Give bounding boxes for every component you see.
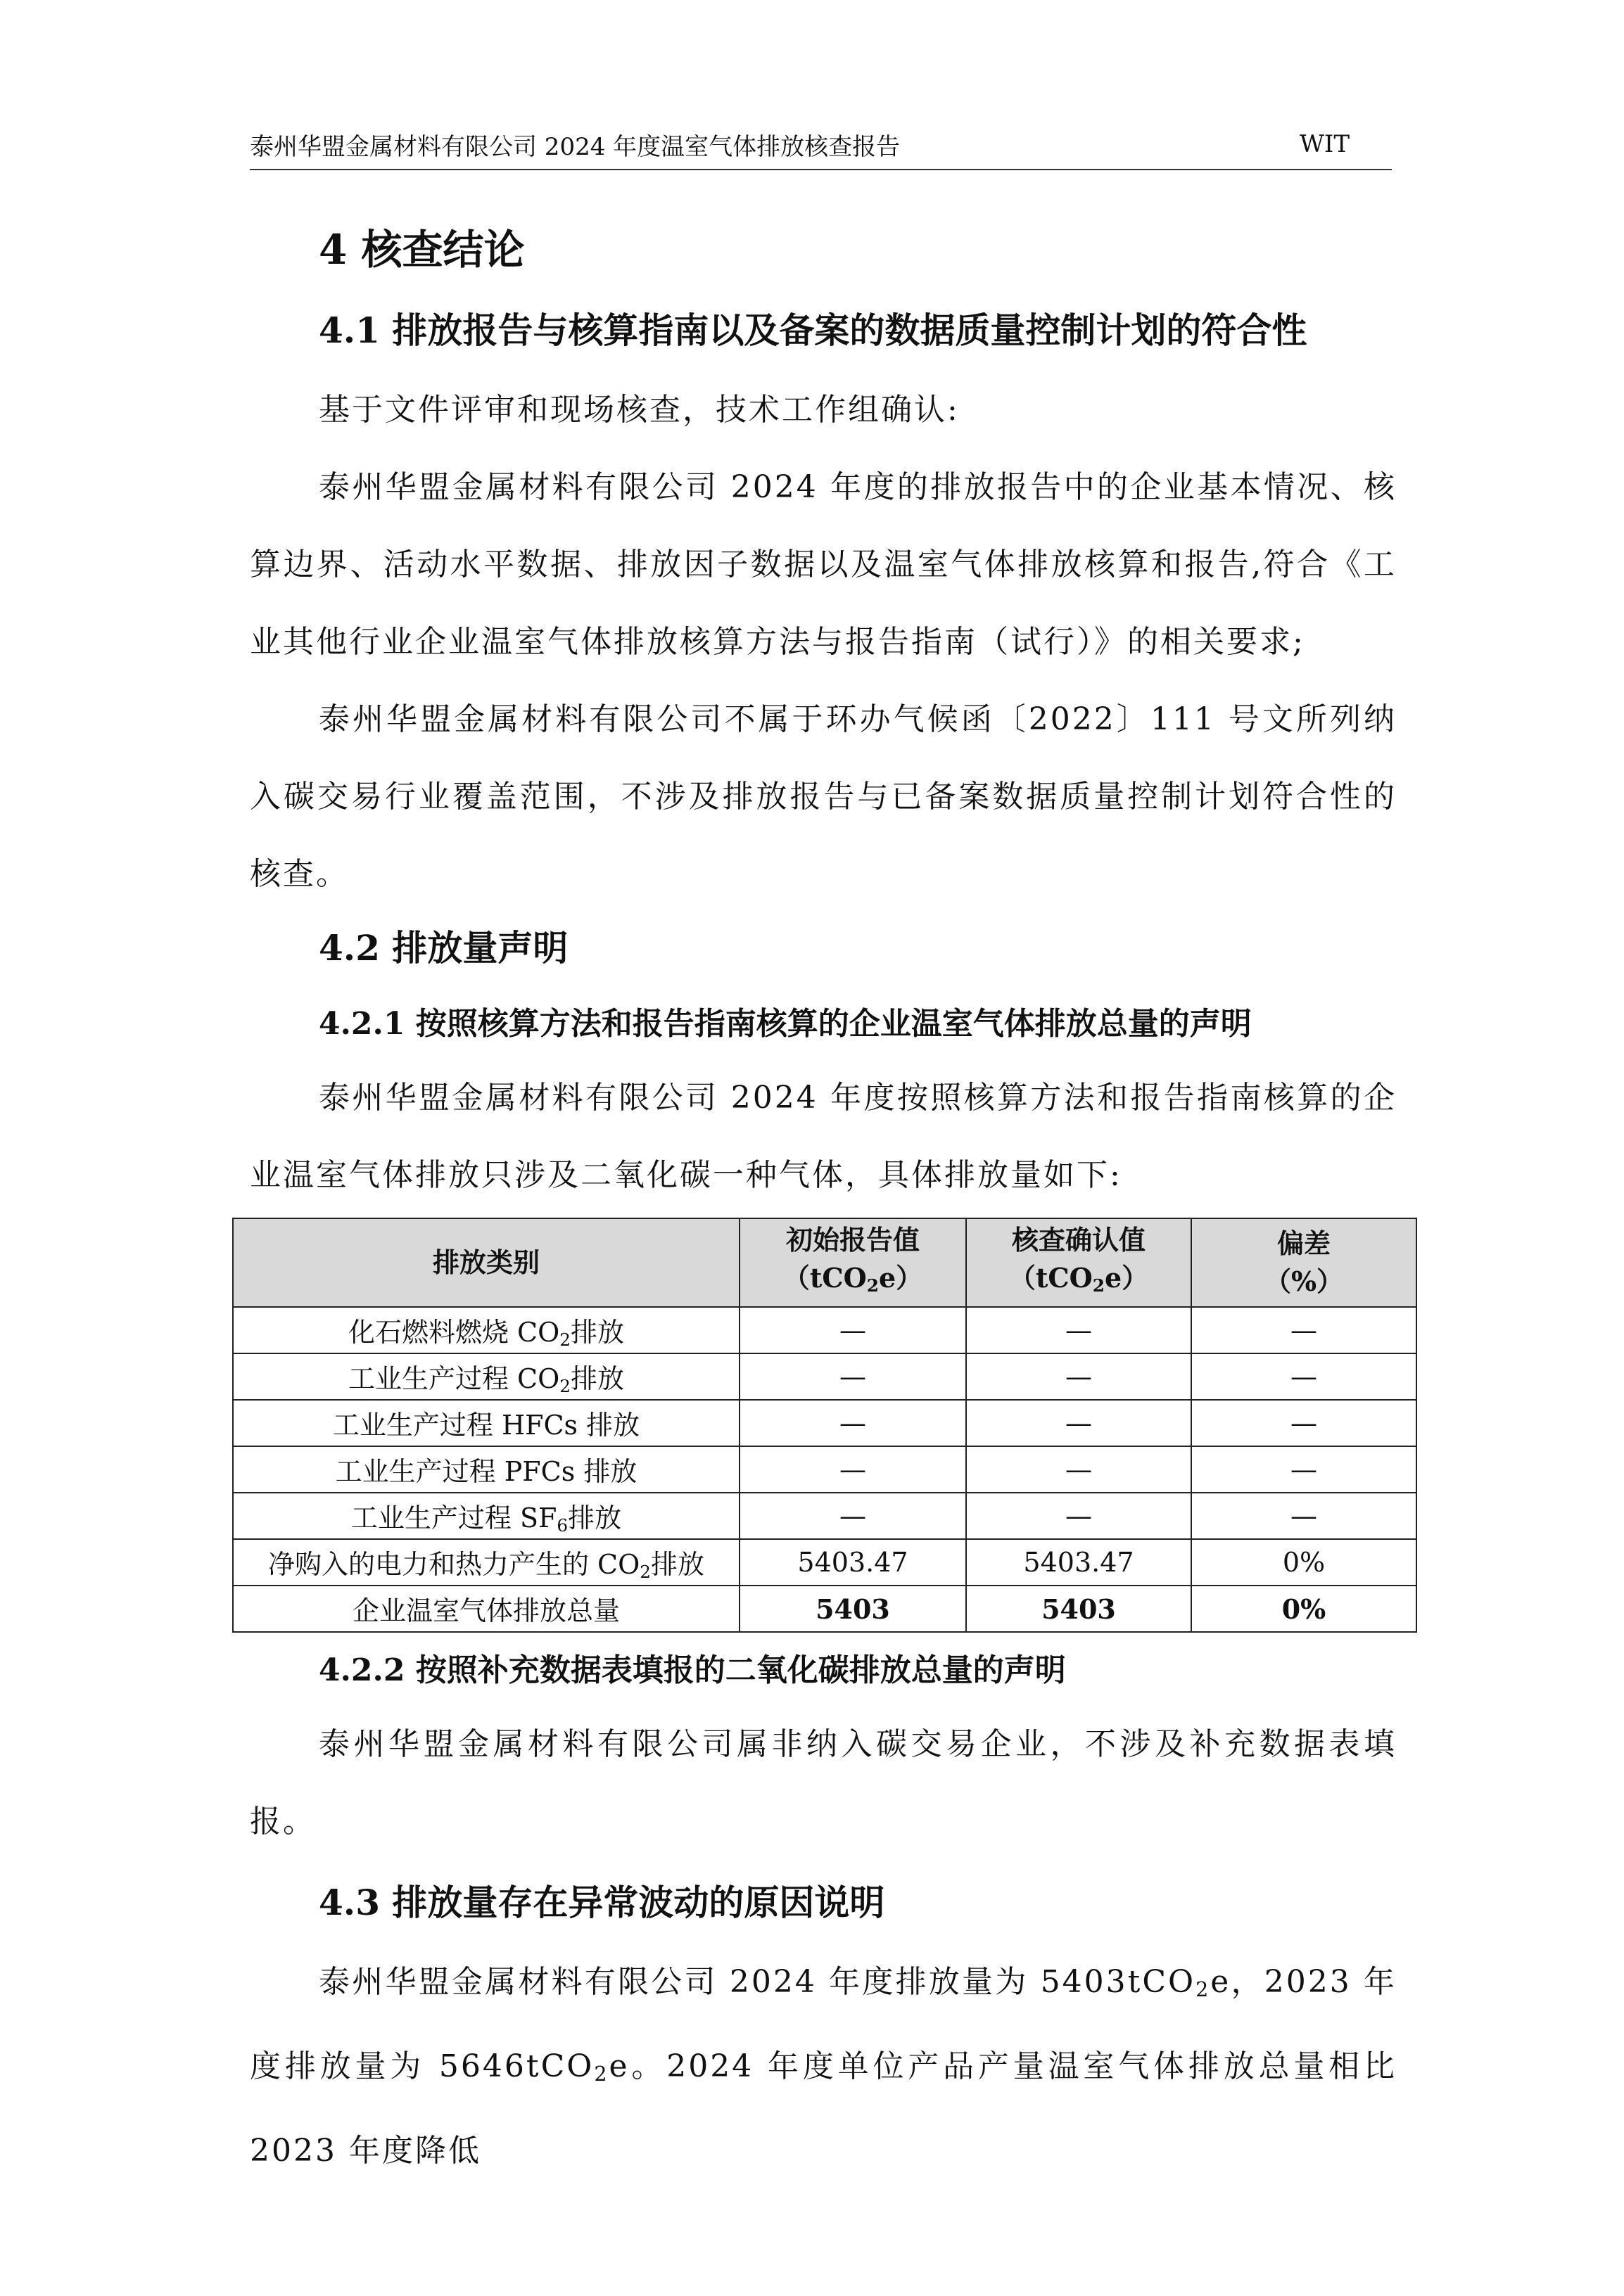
report-body: [250, 218, 1397, 2190]
paragraph: 泰州华盟金属材料有限公司 2024 年度排放量为 5403tCO$_2$e，2023 年度排放量为 5646tCO$_2$e。2024 年度单位产品产量温室气体排放总量相比 2023 年度降低: [250, 1964, 1397, 2169]
cell-verified-value: —: [966, 1307, 1191, 1353]
cell-category: 工业生产过程 $CO_2$排放: [233, 1353, 740, 1400]
cell-initial-value: 5403: [740, 1586, 966, 1632]
cell-verified-value: —: [966, 1446, 1191, 1493]
paragraph: 基于文件评审和现场核查，技术工作组确认:: [319, 392, 960, 428]
header-org-code: WIT: [1299, 130, 1350, 158]
cell-verified-value: 5403: [966, 1586, 1191, 1632]
cell-initial-value: —: [740, 1400, 966, 1446]
section-4-3-heading: 4.3 排放量存在异常波动的原因说明: [319, 1882, 885, 1923]
cell-category: 工业生产过程 HFCs 排放: [233, 1400, 740, 1446]
cell-category: 工业生产过程 $SF_6$排放: [233, 1493, 740, 1539]
header-category: 排放类别: [233, 1218, 740, 1307]
cell-category: 化石燃料燃烧 $CO_2$排放: [233, 1307, 740, 1353]
emissions-table: [232, 1218, 1417, 1633]
header-deviation: 偏差 （%）: [1191, 1218, 1416, 1307]
section-4-2-2-heading: 4.2.2 按照补充数据表填报的二氧化碳排放总量的声明: [319, 1652, 1066, 1688]
cell-initial-value: 5403.47: [740, 1539, 966, 1586]
cell-verified-value: —: [966, 1493, 1191, 1539]
table-row: [233, 1539, 1416, 1586]
cell-initial-value: —: [740, 1446, 966, 1493]
paragraph: 泰州华盟金属材料有限公司 2024 年度按照核算方法和报告指南核算的企业温室气体排放只涉及二氧化碳一种气体，具体排放量如下:: [250, 1080, 1397, 1193]
cell-initial-value: —: [740, 1353, 966, 1400]
cell-deviation: 0%: [1191, 1539, 1416, 1586]
cell-category: 工业生产过程 PFCs 排放: [233, 1446, 740, 1493]
cell-verified-value: —: [966, 1353, 1191, 1400]
table-row: [233, 1586, 1416, 1632]
cell-deviation: —: [1191, 1307, 1416, 1353]
table-row: [233, 1307, 1416, 1353]
cell-initial-value: —: [740, 1307, 966, 1353]
table-header-row: [233, 1218, 1416, 1307]
paragraph: 泰州华盟金属材料有限公司不属于环办气候函〔2022〕111 号文所列纳入碳交易行业覆盖范围，不涉及排放报告与已备案数据质量控制计划符合性的核查。: [250, 701, 1397, 892]
table-row: [233, 1446, 1416, 1493]
cell-verified-value: 5403.47: [966, 1539, 1191, 1586]
section-4-1-heading: 4.1 排放报告与核算指南以及备案的数据质量控制计划的符合性: [319, 310, 1307, 351]
cell-category: 企业温室气体排放总量: [233, 1586, 740, 1632]
header-verified-value: 核查确认值 （tCO$_2$e）: [966, 1218, 1191, 1307]
table-row: [233, 1493, 1416, 1539]
table-row: [233, 1400, 1416, 1446]
header-title: 泰州华盟金属材料有限公司 2024 年度温室气体排放核查报告: [250, 132, 901, 161]
cell-deviation: 0%: [1191, 1586, 1416, 1632]
section-4-2-heading: 4.2 排放量声明: [319, 927, 569, 969]
cell-category: 净购入的电力和热力产生的 $CO_2$排放: [233, 1539, 740, 1586]
paragraph: 泰州华盟金属材料有限公司属非纳入碳交易企业，不涉及补充数据表填报。: [250, 1726, 1397, 1839]
cell-initial-value: —: [740, 1493, 966, 1539]
cell-verified-value: —: [966, 1400, 1191, 1446]
table-row: [233, 1353, 1416, 1400]
header-initial-value: 初始报告值 （tCO$_2$e）: [740, 1218, 966, 1307]
section-4-heading: 4 核查结论: [319, 226, 525, 274]
cell-deviation: —: [1191, 1400, 1416, 1446]
page-header: [250, 120, 1392, 170]
section-4-2-1-heading: 4.2.1 按照核算方法和报告指南核算的企业温室气体排放总量的声明: [319, 1006, 1252, 1042]
cell-deviation: —: [1191, 1353, 1416, 1400]
paragraph: 泰州华盟金属材料有限公司 2024 年度的排放报告中的企业基本情况、核算边界、活动水平数据、排放因子数据以及温室气体排放核算和报告,符合《工业其他行业企业温室气体排放核算方法与报告指南（试行）》的相关要求;: [250, 469, 1397, 660]
cell-deviation: —: [1191, 1493, 1416, 1539]
cell-deviation: —: [1191, 1446, 1416, 1493]
